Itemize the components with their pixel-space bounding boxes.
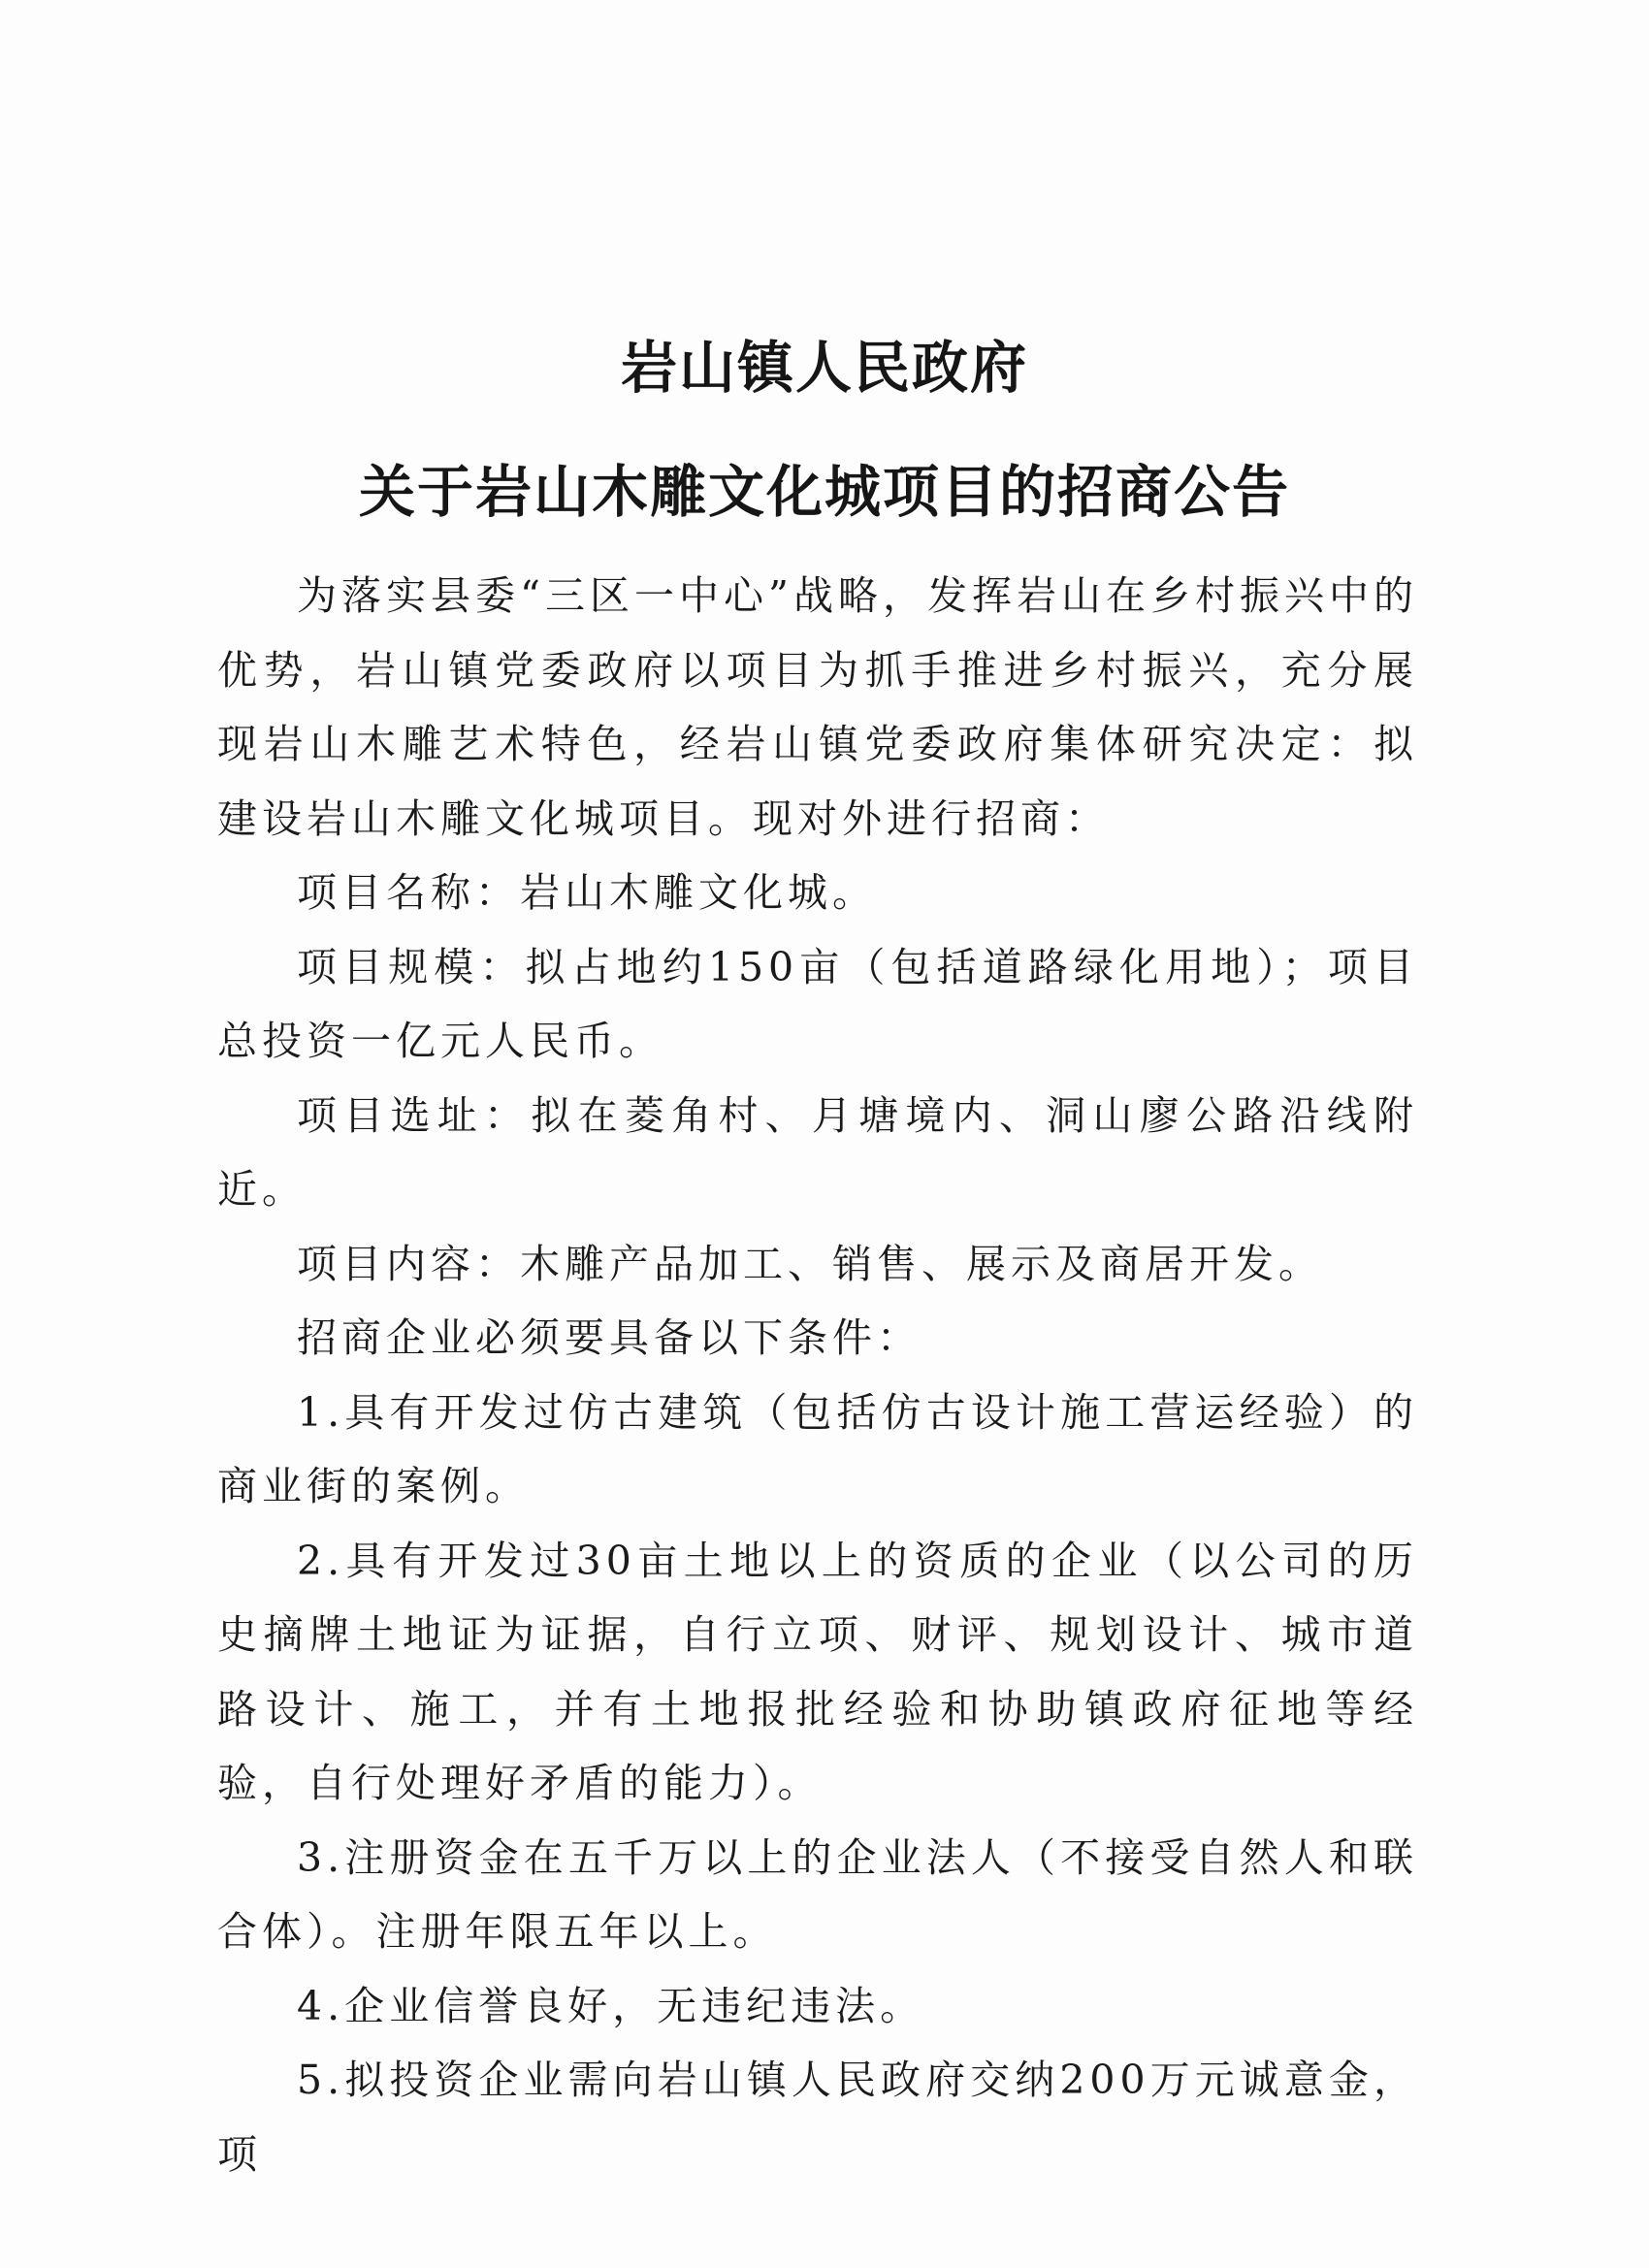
intro-paragraph: 为落实县委“三区一中心”战略，发挥岩山在乡村振兴中的优势，岩山镇党委政府以项目为抓手推进乡村振兴，充分展现岩山木雕艺术特色，经岩山镇党委政府集体研究决定：拟建设岩山木雕文化城项目。现对外进行招商： — [217, 572, 1418, 842]
announcement-title: 关于岩山木雕文化城项目的招商公告 — [358, 459, 1290, 525]
project-name-paragraph: 项目名称：岩山木雕文化城。 — [297, 869, 877, 916]
project-scale-paragraph: 项目规模：拟占地约150亩（包括道路绿化用地）；项目总投资一亿元人民币。 — [217, 943, 1418, 1064]
requirements-heading: 招商企业必须要具备以下条件： — [297, 1314, 922, 1361]
announcement-body — [217, 559, 1418, 2191]
issuer-title: 岩山镇人民政府 — [620, 335, 1028, 401]
requirement-item-2: 2.具有开发过30亩土地以上的资质的企业（以公司的历史摘牌土地证为证据，自行立项、财评、规划设计、城市道路设计、施工，并有土地报批经验和协助镇政府征地等经验，自行处理好矛盾的能力）。 — [217, 1537, 1418, 1806]
project-location-paragraph: 项目选址：拟在菱角村、月塘境内、洞山廖公路沿线附近。 — [217, 1091, 1418, 1213]
requirement-item-4: 4.企业信誉良好，无违纪违法。 — [297, 1982, 925, 2029]
requirement-item-1: 1.具有开发过仿古建筑（包括仿古设计施工营运经验）的商业街的案例。 — [217, 1388, 1418, 1509]
requirement-item-3: 3.注册资金在五千万以上的企业法人（不接受自然人和联合体）。注册年限五年以上。 — [217, 1833, 1418, 1955]
requirement-item-5: 5.拟投资企业需向岩山镇人民政府交纳200万元诚意金，项 — [217, 2057, 1418, 2178]
project-content-paragraph: 项目内容：木雕产品加工、销售、展示及商居开发。 — [297, 1240, 1323, 1287]
